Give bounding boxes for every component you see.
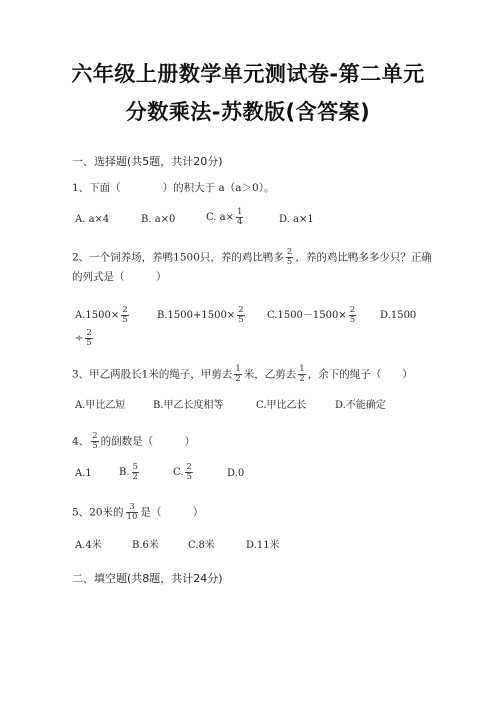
fraction-numerator: 2 [92, 431, 98, 441]
q5-text-pre: 5、20米的 [72, 506, 124, 519]
q1-option-c [206, 208, 245, 227]
fraction-denominator: 2 [132, 472, 138, 482]
q3-fraction-2 [298, 365, 305, 384]
fraction-numerator: 2 [86, 328, 92, 338]
q5-option-d: D.11米 [246, 540, 280, 551]
fraction-numerator: 2 [122, 305, 128, 315]
q5-fraction [126, 503, 139, 522]
q3-text [72, 365, 413, 384]
q3-option-a: A.甲比乙短 [75, 400, 126, 411]
q2-option-c-fraction [349, 306, 356, 325]
q2-option-c [267, 306, 358, 325]
q4-text-post: 的倒数是（ ） [100, 435, 196, 448]
q2-option-b-label: B.1500+1500× [157, 310, 236, 321]
section2-heading: 二、填空题(共8题，共计24分) [72, 572, 223, 585]
q2-text-post: ，养的鸡比鸭多多少只？正确 [295, 251, 432, 264]
q4-option-a: A.1 [75, 468, 92, 479]
q2-option-d-operator: ÷ [75, 333, 84, 344]
q5-option-c: C.8米 [188, 540, 215, 551]
q3-text-post: ，余下的绳子（ ） [307, 368, 413, 381]
fraction-denominator: 5 [92, 441, 98, 451]
q2-option-a-label: A.1500× [75, 310, 120, 321]
fraction-numerator: 2 [238, 305, 244, 315]
fraction-denominator: 5 [122, 315, 128, 325]
fraction-numerator: 1 [299, 364, 305, 374]
q1-option-c-label: C. a× [206, 212, 234, 223]
q4-option-b [119, 463, 141, 482]
q1-option-a: A. a×4 [75, 214, 110, 225]
q5-text-post: 是（ ） [140, 506, 204, 519]
q1-option-b: B. a×0 [141, 214, 176, 225]
q4-text [72, 432, 195, 451]
fraction-numerator: 2 [286, 247, 293, 257]
q1-option-d: D. a×1 [279, 214, 314, 225]
fraction-denominator: 5 [86, 338, 92, 348]
q3-text-mid: 米，乙剪去 [243, 368, 297, 381]
q1-option-c-fraction [236, 208, 243, 227]
doc-title-line2: 分数乘法-苏教版(含答案) [125, 100, 371, 124]
q3-fraction-1 [234, 365, 241, 384]
q4-option-c-fraction [185, 463, 192, 482]
fraction-denominator: 5 [238, 315, 244, 325]
fraction-denominator: 2 [235, 374, 241, 384]
q2-option-c-label: C.1500－1500× [267, 310, 347, 321]
fraction-numerator: 1 [235, 364, 241, 374]
q2-option-b-fraction [237, 306, 244, 325]
section1-heading: 一、选择题(共5题，共计20分) [72, 155, 223, 168]
q2-option-d-cont [75, 329, 95, 348]
q1-text: 1、下面（ ）的积大于 a（a＞0）。 [72, 182, 275, 194]
q4-option-b-label: B. [119, 467, 130, 478]
fraction-numerator: 3 [126, 503, 139, 513]
q2-fraction [286, 248, 293, 267]
fraction-numerator: 1 [237, 207, 243, 217]
q2-option-a [75, 306, 131, 325]
q4-option-c-label: C. [173, 467, 184, 478]
q4-text-pre: 4、 [72, 435, 90, 448]
q5-text [72, 503, 203, 522]
q2-text-line2: 的列式是（ ） [72, 271, 167, 283]
q4-option-c [173, 463, 195, 482]
fraction-denominator: 10 [126, 512, 138, 522]
q3-text-pre: 3、甲乙两股长1米的绳子，甲剪去 [72, 368, 233, 381]
q2-text-pre: 2、一个饲养场，养鸭1500只，养的鸡比鸭多 [72, 251, 284, 264]
q2-option-a-fraction [121, 306, 128, 325]
fraction-denominator: 2 [299, 374, 305, 384]
fraction-numerator: 2 [349, 305, 356, 315]
q4-option-d: D.0 [227, 468, 245, 479]
q3-option-d: D.不能确定 [335, 400, 386, 411]
fraction-numerator: 2 [186, 462, 192, 472]
q5-option-a: A.4米 [75, 540, 102, 551]
q2-option-d-fraction [85, 329, 92, 348]
q4-fraction [91, 432, 98, 451]
fraction-numerator: 5 [132, 462, 138, 472]
fraction-denominator: 5 [349, 315, 356, 325]
fraction-denominator: 5 [186, 472, 192, 482]
q2-option-b [157, 306, 247, 325]
q3-option-c: C.甲比乙长 [256, 400, 307, 411]
q2-text [72, 248, 432, 267]
fraction-denominator: 4 [237, 217, 243, 227]
fraction-denominator: 5 [286, 257, 293, 267]
q4-option-b-fraction [132, 463, 139, 482]
q5-option-b: B.6米 [132, 540, 159, 551]
doc-title-line1: 六年级上册数学单元测试卷-第二单元 [71, 62, 425, 86]
q3-option-b: B.甲乙长度相等 [153, 400, 224, 411]
q2-option-d: D.1500 [380, 310, 417, 321]
